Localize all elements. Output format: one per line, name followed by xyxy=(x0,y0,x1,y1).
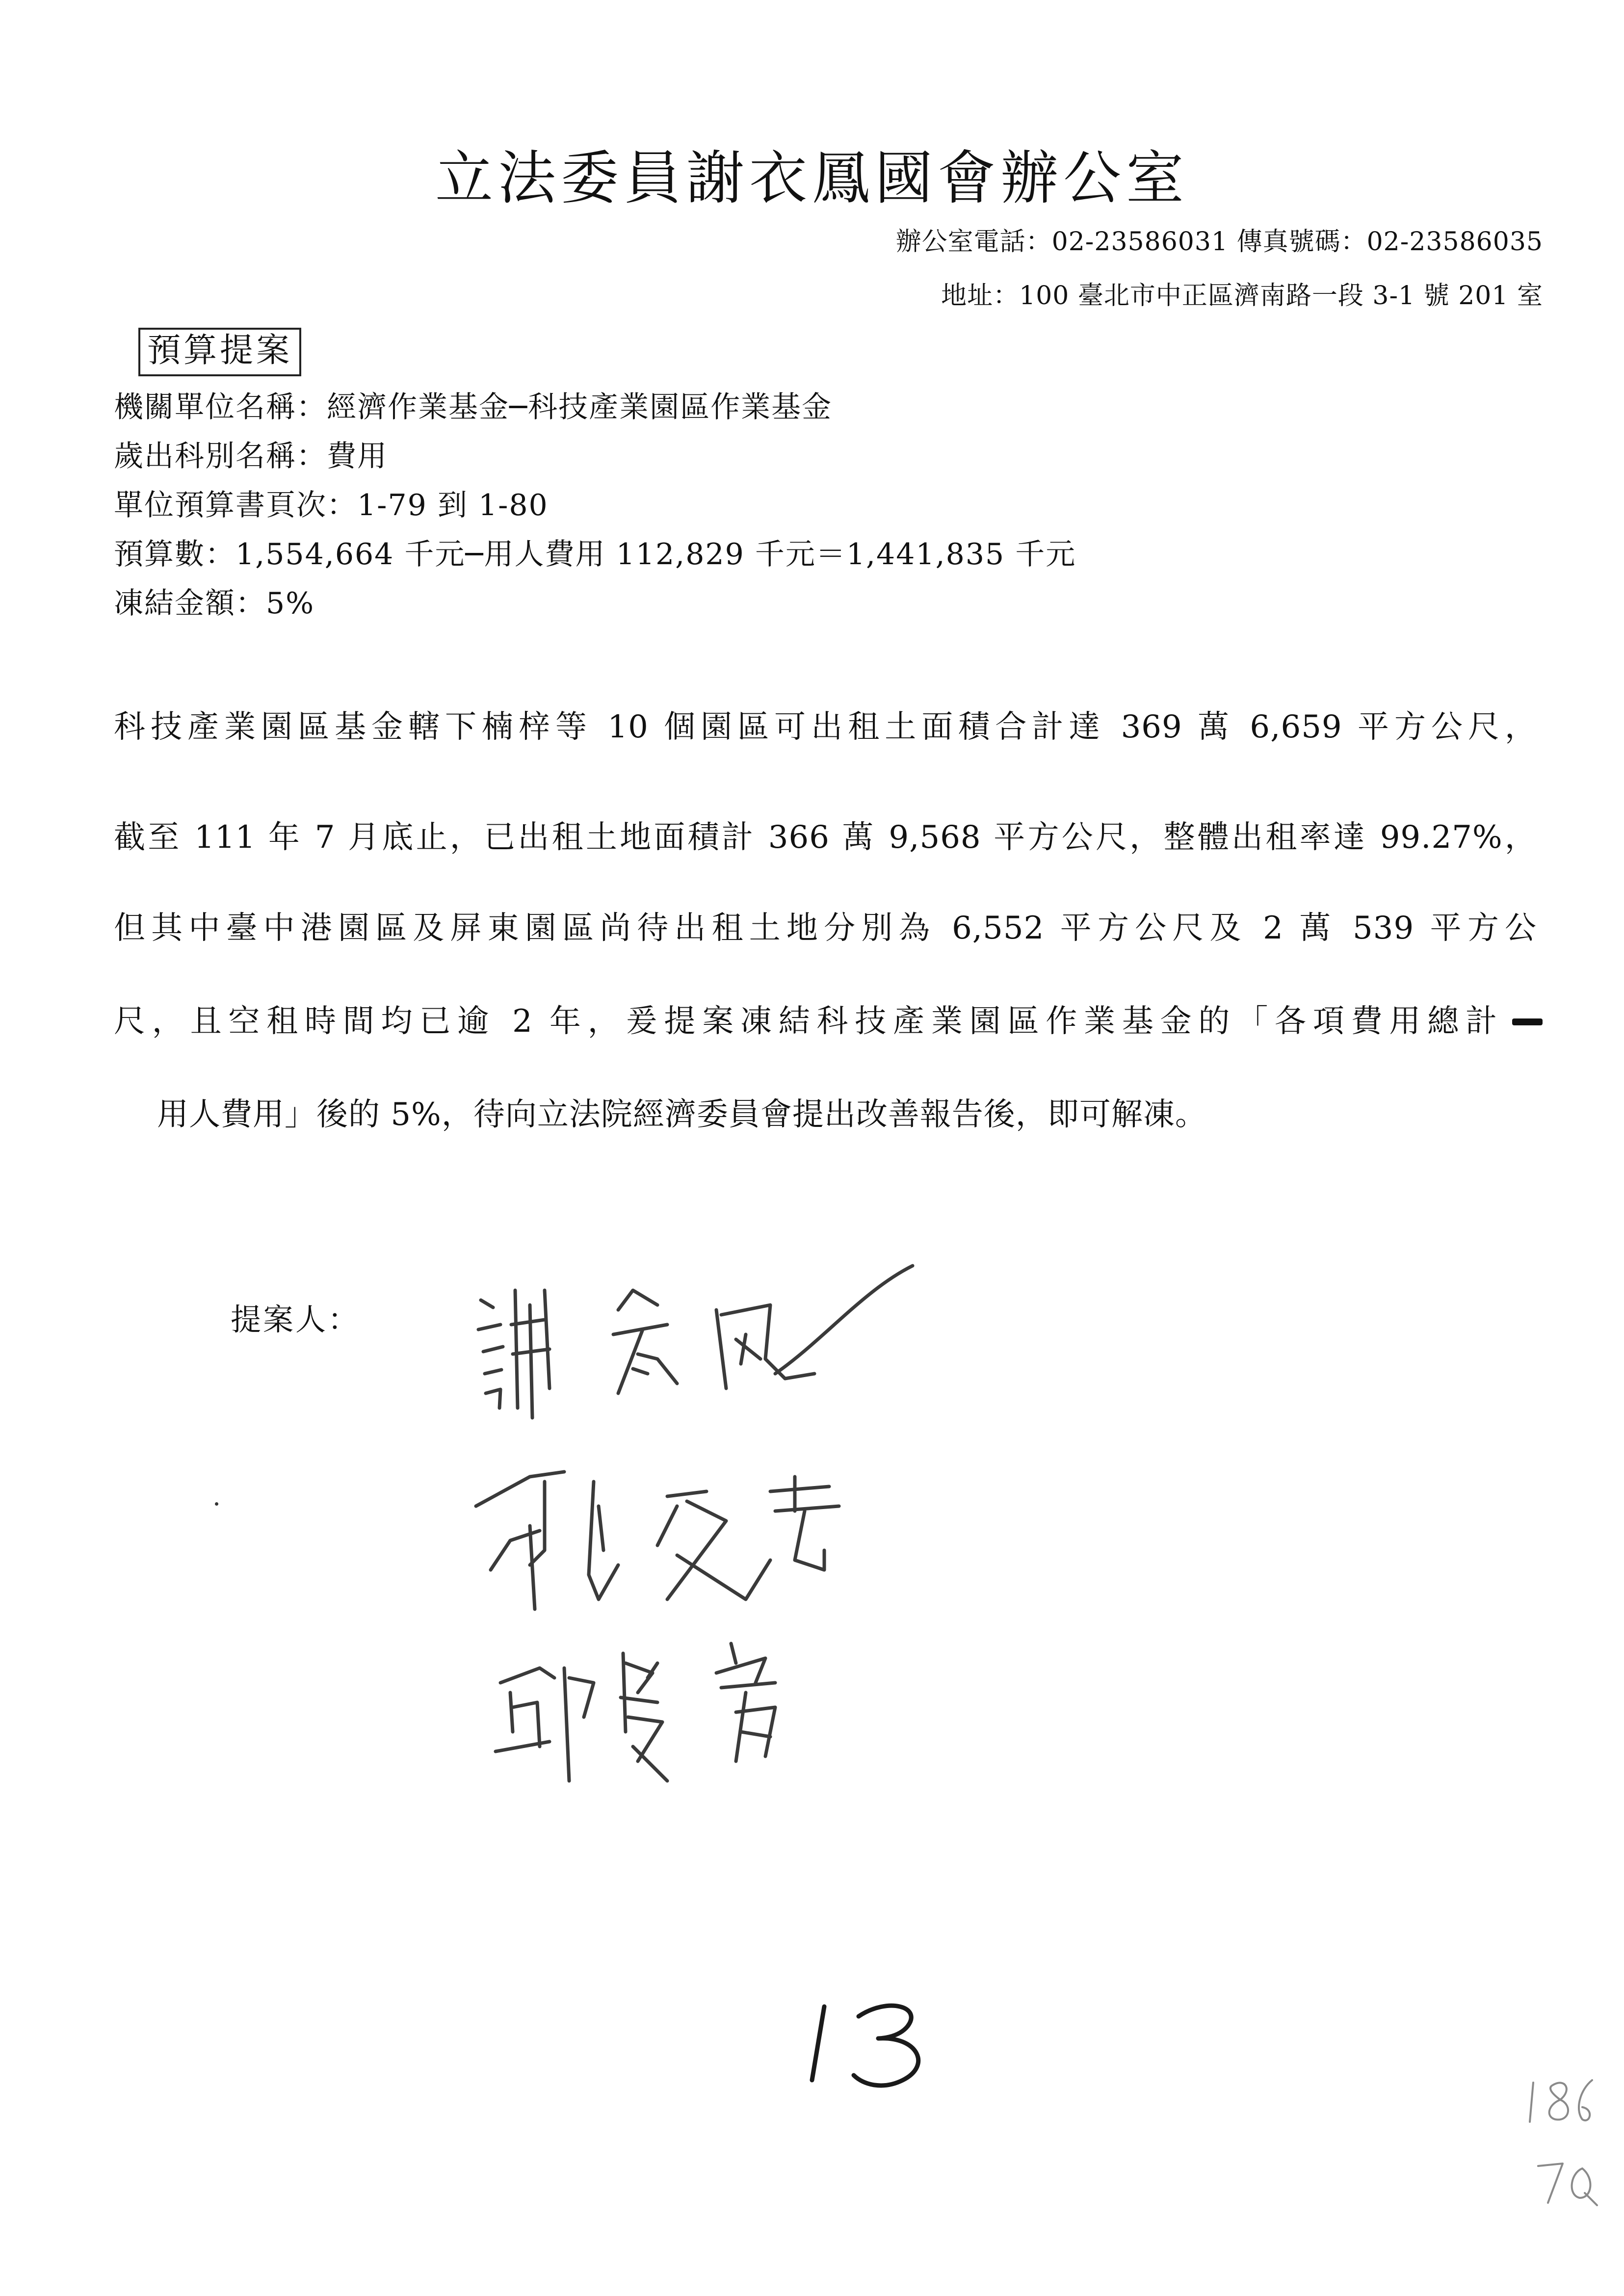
scan-speck xyxy=(215,1502,218,1506)
body-line-5: 用人費用」後的 5%，待向立法院經濟委員會提出改善報告後，即可解凍。 xyxy=(157,1096,1207,1133)
body-line-3: 但其中臺中港園區及屏東園區尚待出租土地分別為 6,552 平方公尺及 2 萬 539 平方公 xyxy=(114,910,1537,946)
meta-pages: 單位預算書頁次：1-79 到 1-80 xyxy=(114,488,549,522)
long-dash-mark xyxy=(1512,1018,1543,1025)
office-contact-line: 辦公室電話：02-23586031 傳真號碼：02-23586035 xyxy=(895,227,1543,257)
meta-budget-amount: 預算數：1,554,664 千元─用人費用 112,829 千元＝1,441,835 千元 xyxy=(114,537,1076,572)
body-line-4: 尺，且空租時間均已逾 2 年，爰提案凍結科技產業園區作業基金的「各項費用總計 xyxy=(114,1003,1497,1040)
meta-agency: 機關單位名稱：經濟作業基金─科技產業園區作業基金 xyxy=(114,390,833,424)
pencil-note-top xyxy=(1526,2075,1599,2129)
signature-1 xyxy=(471,1261,942,1418)
proposer-label: 提案人： xyxy=(231,1302,361,1337)
proposal-type-box: 預算提案 xyxy=(138,328,301,376)
page-title: 立法委員謝衣鳳國會辦公室 xyxy=(435,144,1189,212)
handwritten-page-number xyxy=(805,1987,947,2095)
body-line-1: 科技產業園區基金轄下楠梓等 10 個園區可出租土面積合計達 369 萬 6,659 平方公尺， xyxy=(114,709,1537,745)
meta-frozen-amount: 凍結金額：5% xyxy=(114,586,315,621)
office-address-line: 地址：100 臺北市中正區濟南路一段 3-1 號 201 室 xyxy=(941,281,1543,311)
pencil-note-bottom xyxy=(1536,2159,1599,2208)
body-line-2: 截至 111 年 7 月底止，已出租土地面積計 366 萬 9,568 平方公尺，整體出租率達 99.27%， xyxy=(114,819,1537,856)
signature-2 xyxy=(471,1452,873,1629)
signature-3 xyxy=(491,1634,834,1796)
meta-category: 歲出科別名稱：費用 xyxy=(114,439,388,473)
